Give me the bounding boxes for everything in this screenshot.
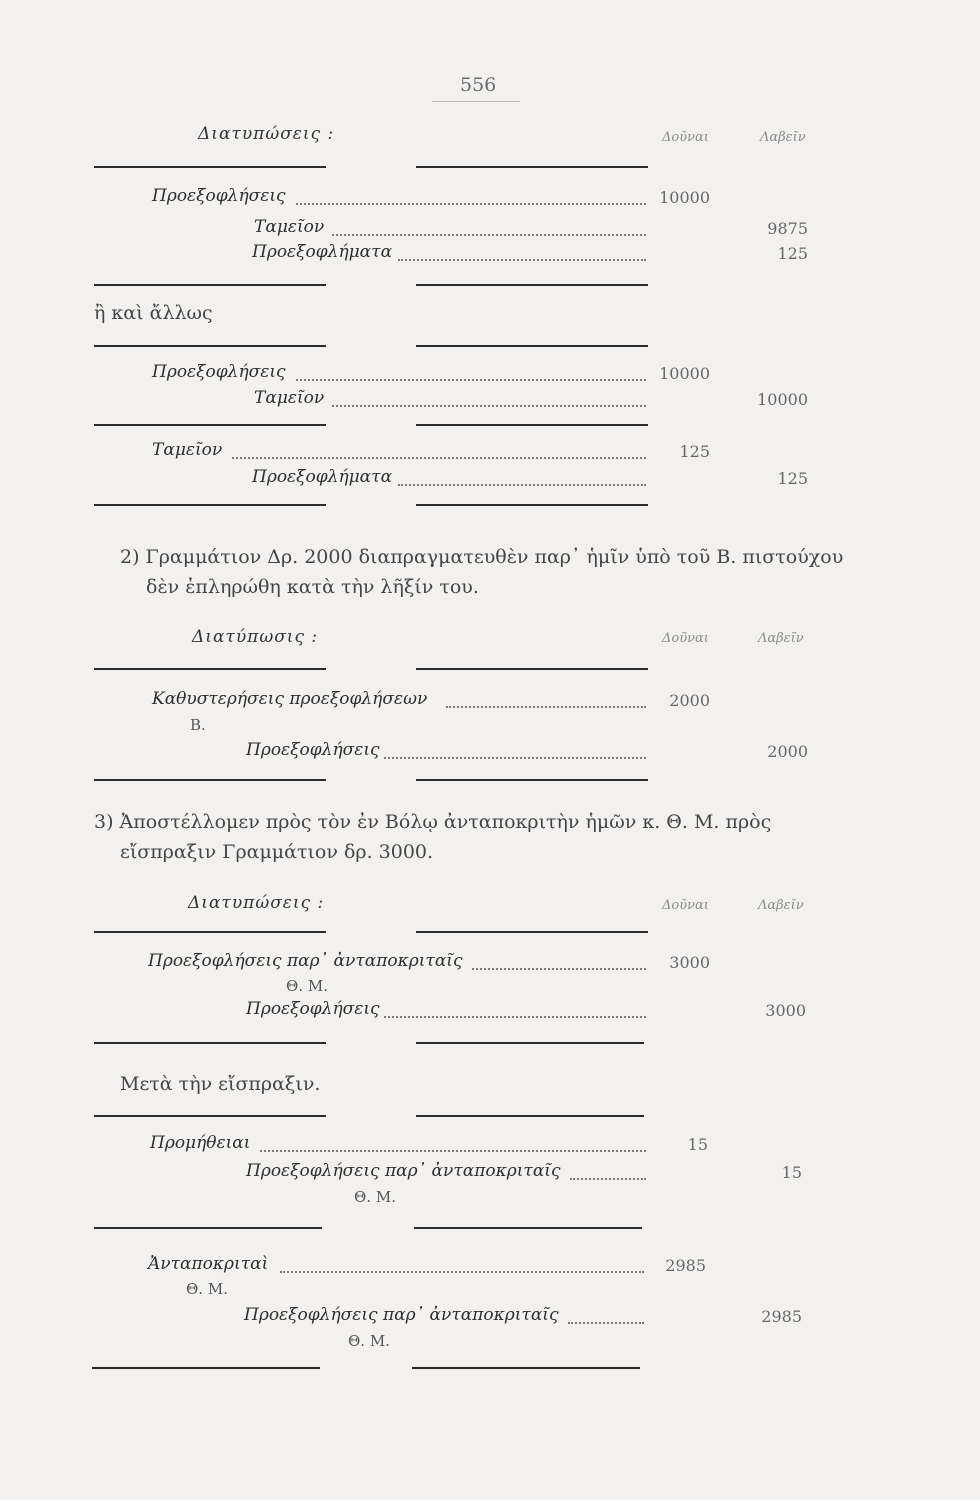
credit-amount: 9875: [767, 219, 808, 238]
rule: [416, 504, 648, 506]
debit-amount: 2985: [665, 1256, 706, 1275]
leader-dots: [398, 259, 646, 261]
entry-label: Προμήθειαι: [150, 1133, 251, 1153]
entry-sublabel: Θ. Μ.: [286, 977, 328, 995]
leader-dots: [296, 379, 646, 381]
rule: [416, 284, 648, 286]
entry-label: Προεξοφλήσεις παρ᾽ ἀνταποκριταῖς: [148, 951, 463, 971]
paragraph-line: δὲν ἐπληρώθη κατὰ τὴν λῆξίν του.: [146, 576, 479, 598]
rule: [414, 1227, 642, 1229]
rule: [416, 931, 648, 933]
entry-sublabel: Θ. Μ.: [354, 1188, 396, 1206]
debit-amount: 10000: [659, 188, 710, 207]
column-header-credit: Λαβεῖν: [758, 631, 804, 646]
rule: [416, 166, 648, 168]
rule: [94, 1042, 326, 1044]
entry-label: Ταμεῖον: [254, 217, 325, 237]
leader-dots: [232, 457, 646, 459]
entry-label: Ταμεῖον: [152, 440, 223, 460]
credit-amount: 2985: [761, 1307, 802, 1326]
entry-label: Προεξοφλήσεις: [152, 186, 286, 206]
column-header-credit: Λαβεῖν: [760, 130, 806, 145]
entry-label: Προεξοφλήσεις: [246, 999, 380, 1019]
credit-amount: 3000: [765, 1001, 806, 1020]
column-header-debit: Δοῦναι: [662, 631, 709, 646]
column-header-credit: Λαβεῖν: [758, 898, 804, 913]
rule: [92, 1367, 320, 1369]
rule: [94, 1115, 326, 1117]
entry-sublabel: Β.: [190, 716, 206, 734]
leader-dots: [384, 757, 646, 759]
leader-dots: [332, 234, 646, 236]
rule: [412, 1367, 640, 1369]
entry-label: Προεξοφλήσεις: [246, 740, 380, 760]
leader-dots: [384, 1016, 646, 1018]
leader-dots: [398, 484, 646, 486]
column-header-debit: Δοῦναι: [662, 898, 709, 913]
page-number-rule: [432, 101, 520, 102]
rule: [94, 166, 326, 168]
leader-dots: [280, 1271, 644, 1273]
entry-label: Καθυστερήσεις προεξοφλήσεων: [152, 689, 428, 709]
debit-amount: 2000: [669, 691, 710, 710]
entry-label: Προεξοφλήματα: [252, 242, 393, 262]
rule: [416, 1042, 644, 1044]
credit-amount: 15: [781, 1163, 802, 1182]
rule: [94, 1227, 322, 1229]
credit-amount: 2000: [767, 742, 808, 761]
section-header: Διατυπώσεις :: [188, 893, 325, 913]
credit-amount: 125: [777, 469, 808, 488]
entry-label: Ταμεῖον: [254, 388, 325, 408]
paragraph-text: ἢ καὶ ἄλλως: [94, 302, 213, 324]
entry-label: Προεξοφλήσεις παρ᾽ ἀνταποκριταῖς: [244, 1305, 559, 1325]
debit-amount: 10000: [659, 364, 710, 383]
rule: [94, 345, 326, 347]
rule: [416, 424, 648, 426]
entry-label: Προεξοφλήματα: [252, 467, 393, 487]
leader-dots: [568, 1322, 644, 1324]
credit-amount: 125: [777, 244, 808, 263]
rule: [416, 779, 648, 781]
leader-dots: [332, 405, 646, 407]
rule: [94, 668, 326, 670]
paragraph-text: Μετὰ τὴν εἴσπραξιν.: [120, 1073, 321, 1095]
entry-sublabel: Θ. Μ.: [348, 1332, 390, 1350]
entry-label: Ἀνταποκριταὶ: [148, 1254, 269, 1274]
debit-amount: 125: [679, 442, 710, 461]
rule: [94, 779, 326, 781]
column-header-debit: Δοῦναι: [662, 130, 709, 145]
entry-sublabel: Θ. Μ.: [186, 1280, 228, 1298]
entry-label: Προεξοφλήσεις παρ᾽ ἀνταποκριταῖς: [246, 1161, 561, 1181]
debit-amount: 3000: [669, 953, 710, 972]
rule: [416, 1115, 644, 1117]
leader-dots: [260, 1150, 646, 1152]
rule: [94, 931, 326, 933]
rule: [416, 668, 648, 670]
rule: [416, 345, 648, 347]
page-number: 556: [460, 74, 497, 96]
section-header: Διατυπώσεις :: [198, 124, 335, 144]
rule: [94, 284, 326, 286]
section-header: Διατύπωσις :: [192, 627, 319, 647]
credit-amount: 10000: [757, 390, 808, 409]
leader-dots: [570, 1178, 646, 1180]
debit-amount: 15: [687, 1135, 708, 1154]
paragraph-line: 2) Γραμμάτιον Δρ. 2000 διαπραγματευθὲν παρ᾽ ἡμῖν ὑπὸ τοῦ Β. πιστούχου: [120, 546, 844, 568]
leader-dots: [446, 706, 646, 708]
rule: [94, 504, 326, 506]
paragraph-line: εἴσπραξιν Γραμμάτιον δρ. 3000.: [120, 841, 434, 863]
rule: [94, 424, 326, 426]
paragraph-line: 3) Ἀποστέλλομεν πρὸς τὸν ἐν Βόλῳ ἀνταποκριτὴν ἡμῶν κ. Θ. Μ. πρὸς: [94, 811, 772, 833]
entry-label: Προεξοφλήσεις: [152, 362, 286, 382]
leader-dots: [296, 203, 646, 205]
